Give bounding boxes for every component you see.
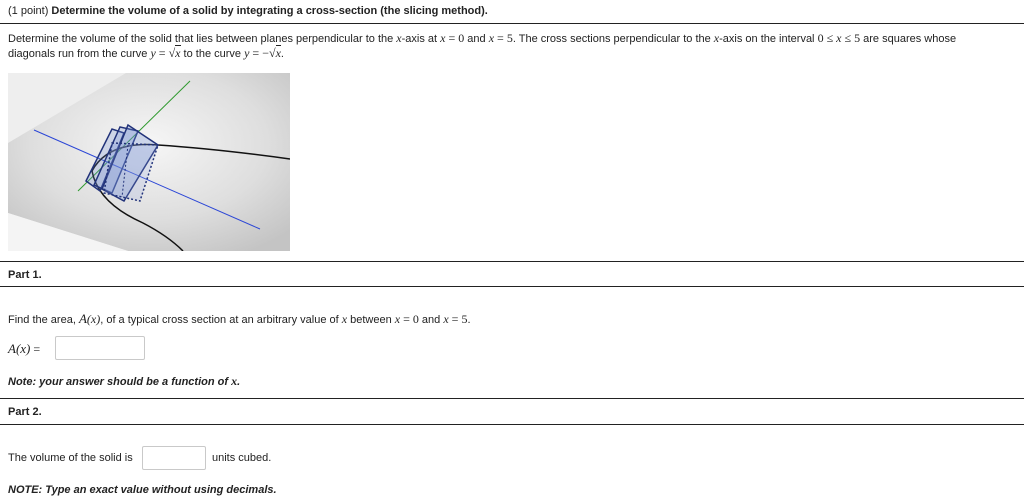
math-var: x <box>394 312 401 326</box>
math-number: 0 <box>412 312 419 326</box>
part2-heading: Part 2. <box>8 406 42 418</box>
sqrt-symbol: √ <box>268 46 276 60</box>
math-var: A <box>78 311 87 326</box>
math-var: y <box>244 46 250 60</box>
math-op: = <box>445 31 459 45</box>
math-var: x <box>443 312 449 326</box>
math-var: x <box>488 31 495 45</box>
math-var: x <box>231 374 238 388</box>
question-text: between <box>347 314 395 326</box>
area-input[interactable] <box>55 336 145 360</box>
math-number: 5 <box>854 31 861 45</box>
math-op: = <box>448 312 462 326</box>
volume-prefix: The volume of the solid is <box>8 452 133 464</box>
question-text: Find the area, <box>8 314 79 326</box>
math-var: x <box>175 46 181 60</box>
statement-text: are squares whose <box>860 33 957 45</box>
part2-note: NOTE: Type an exact value without using decimals. <box>8 484 277 496</box>
math-var: x <box>396 31 402 45</box>
volume-input[interactable] <box>142 446 206 470</box>
math-number: 0 <box>458 31 465 45</box>
math-var: x <box>440 31 446 45</box>
part1-divider-bottom <box>0 286 1024 287</box>
part1-question <box>8 311 471 327</box>
math-number: 0 <box>817 31 824 45</box>
volume-units: units cubed. <box>212 452 272 464</box>
statement-text: to the curve <box>180 48 245 60</box>
statement-text: . <box>280 48 284 60</box>
math-var: (x) <box>86 312 101 326</box>
math-var: x <box>713 31 720 45</box>
math-var: x <box>275 46 281 60</box>
statement-text: Determine the volume of the solid that lies between planes perpendicular to the <box>8 33 397 45</box>
statement-text: -axis on the interval <box>719 33 818 45</box>
part2-divider-top <box>0 398 1024 399</box>
math-op: ≤ <box>841 31 855 45</box>
math-op: ≤ <box>823 31 837 45</box>
question-text: . <box>467 314 471 326</box>
math-number: 5 <box>506 31 513 45</box>
statement-text: . The cross sections perpendicular to the <box>512 33 714 45</box>
points-label: (1 point) <box>8 5 49 17</box>
statement-text: and <box>464 33 489 45</box>
math-op: = − <box>249 46 269 60</box>
math-var: A <box>8 341 16 356</box>
solid-figure <box>8 73 290 251</box>
problem-statement-line2 <box>8 46 284 61</box>
statement-text: -axis at <box>401 33 441 45</box>
note-text: . <box>237 376 241 388</box>
part2-divider-bottom <box>0 424 1024 425</box>
problem-statement-line1 <box>8 31 956 46</box>
problem-header <box>8 5 488 17</box>
math-var: x <box>341 312 348 326</box>
sqrt-symbol: √ <box>168 46 176 60</box>
question-text: , of a typical cross section at an arbitrary value of <box>100 314 342 326</box>
part1-heading: Part 1. <box>8 269 42 281</box>
math-number: 5 <box>461 312 468 326</box>
math-var: x <box>836 31 842 45</box>
math-var: y <box>150 46 156 60</box>
math-var: (x) <box>15 341 31 356</box>
area-label <box>8 341 40 357</box>
header-divider <box>0 23 1024 24</box>
math-op: = <box>400 312 413 326</box>
math-op: = <box>494 31 507 45</box>
math-op: = <box>155 46 169 60</box>
part1-note <box>8 374 240 389</box>
question-text: and <box>418 314 444 326</box>
note-text: Note: your answer should be a function of <box>8 376 232 388</box>
part1-divider-top <box>0 261 1024 262</box>
math-op: = <box>30 342 41 356</box>
problem-title: Determine the volume of a solid by integrating a cross-section (the slicing method). <box>51 5 488 17</box>
statement-text: diagonals run from the curve <box>8 48 151 60</box>
